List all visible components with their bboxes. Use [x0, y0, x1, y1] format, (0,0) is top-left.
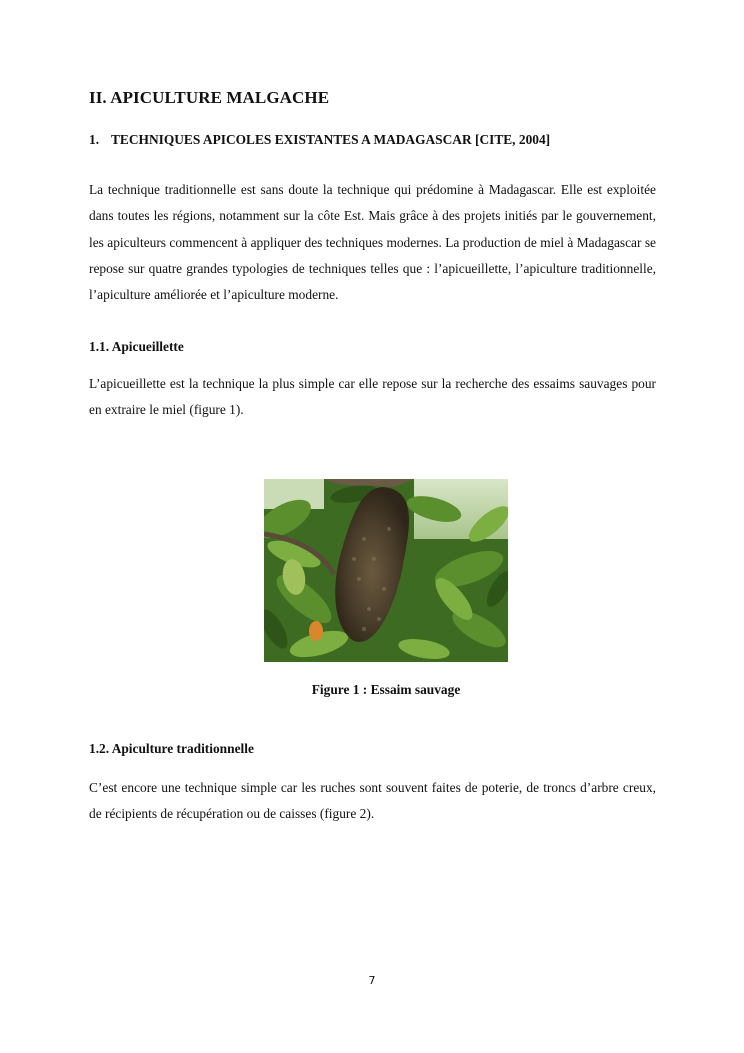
subsection-number: 1.	[89, 132, 100, 147]
subsection-1-2-paragraph: C’est encore une technique simple car les ruches sont souvent faites de poterie, de troncs d’arbre creux, de récipients de récupération ou de caisses (figure 2).	[89, 780, 656, 822]
subsection-1-2-heading: 1.2. Apiculture traditionnelle	[89, 741, 254, 756]
figure-1-image	[264, 479, 508, 662]
subsection-1-1-heading: 1.1. Apicueillette	[89, 339, 184, 354]
subsection-1-1-paragraph: L’apicueillette est la technique la plus simple car elle repose sur la recherche des essaims sauvages pour en extraire le miel (figure 1).	[89, 376, 656, 418]
page-number: 7	[368, 974, 376, 987]
figure-1-caption: Figure 1 : Essaim sauvage	[311, 682, 461, 697]
section-heading: II. APICULTURE MALGACHE	[89, 88, 330, 107]
subsection-title: TECHNIQUES APICOLES EXISTANTES A MADAGASCAR [CITE, 2004]	[111, 132, 551, 147]
wild-swarm-photo	[264, 479, 508, 662]
intro-paragraph: La technique traditionnelle est sans doute la technique qui prédomine à Madagascar. Elle est exploitée dans toutes les régions, notamment sur la côte Est. Mais grâce à des projets initiés par le gouvernement, les apiculteurs commencent à appliquer des techniques modernes. La production de miel à Madagascar se repose sur quatre grandes typologies de techniques telles que : l’apicueillette, l’apiculture traditionnelle, l’apiculture améliorée et l’apiculture moderne.	[89, 182, 656, 303]
subsection-heading	[89, 132, 550, 148]
